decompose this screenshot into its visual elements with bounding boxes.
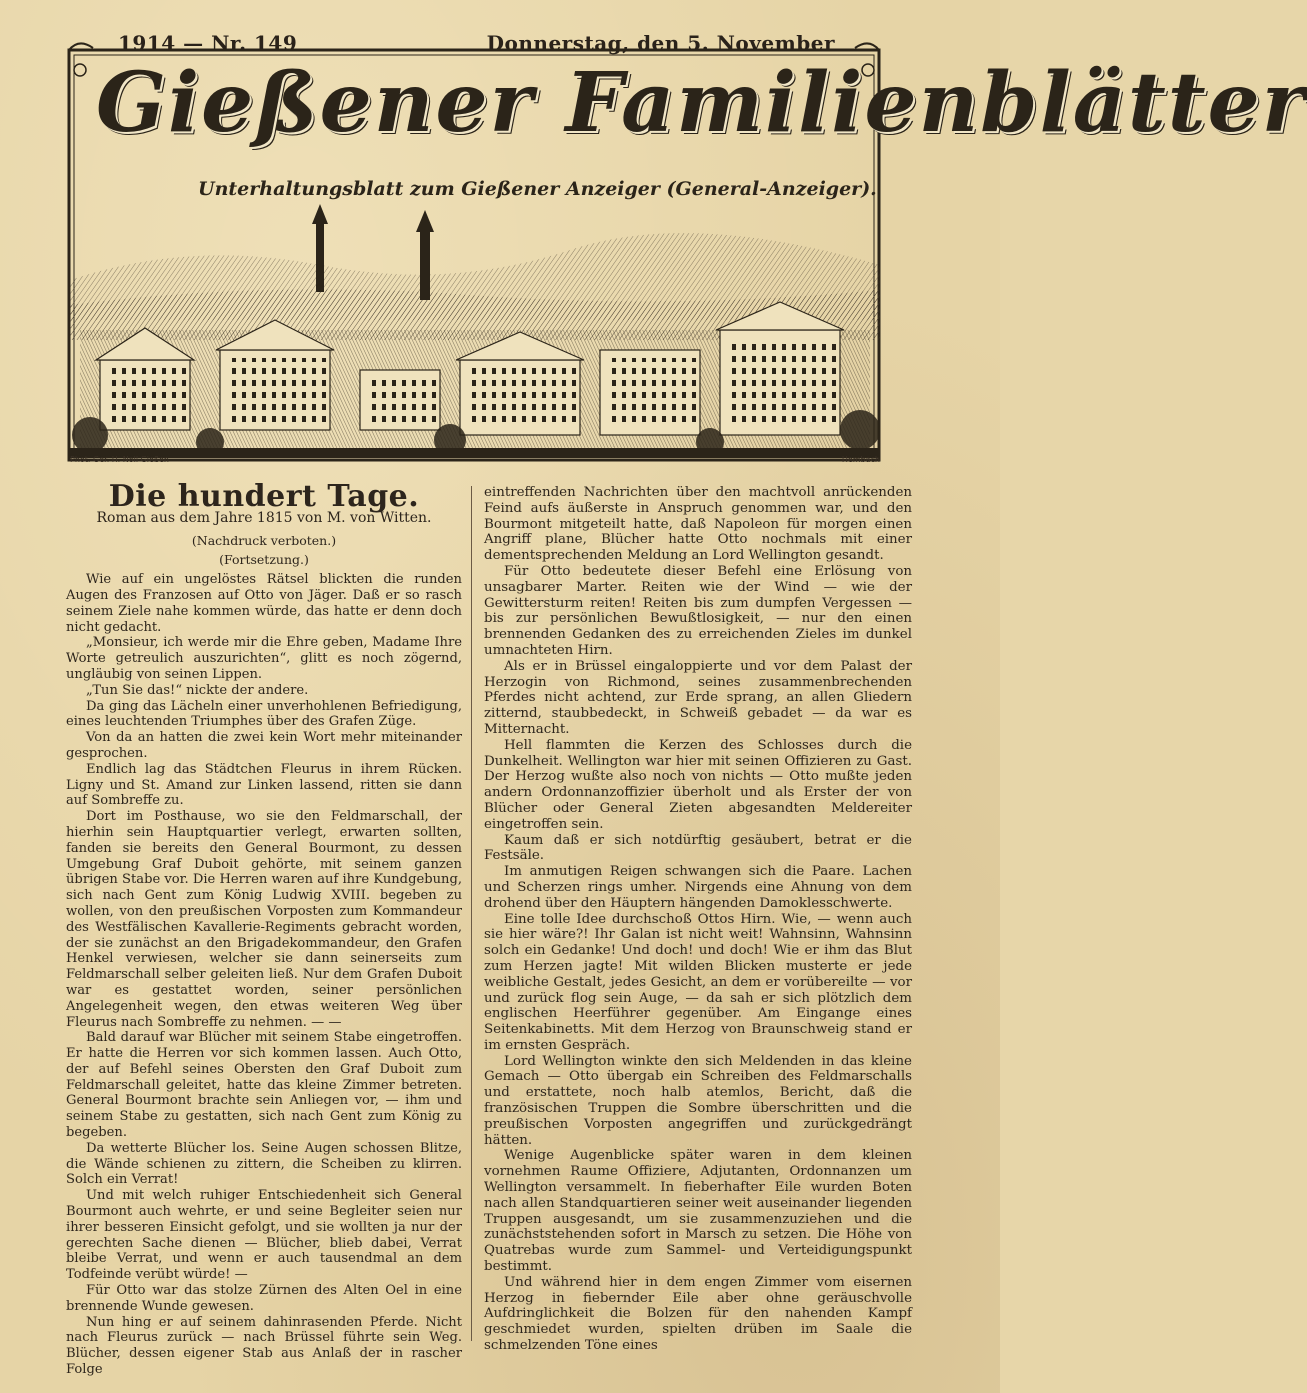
paragraph: Wenige Augenblicke später waren in dem kleinen vornehmen Raume Offiziere, Adjutanten, Ordonnanzen um Wellington versammelt. In fieberhafter Eile wurden Boten nach allen Standquartieren seiner weit auseinander liegenden Truppen ausgesandt, um sie zusammenzuziehen und die zunächststehenden sofort in Marsch zu setzen. Die Höhe von Quatrebas wurde zum Sammel- und Verteidigungspunkt bestimmt. [484, 1148, 912, 1275]
paragraph: Da wetterte Blücher los. Seine Augen schossen Blitze, die Wände schienen zu zittern, die Scheiben zu klirren. Solch ein Verrat! [66, 1140, 462, 1188]
article-column-left [66, 479, 462, 1378]
paragraph: „Monsieur, ich werde mir die Ehre geben, Madame Ihre Worte getreulich auszurichten“, glitt es noch zögernd, ungläubig von seinen Lippen. [66, 635, 462, 682]
photo-credit: Phot. Ger. H. Noll Gießen [70, 455, 169, 464]
paragraph: „Tun Sie das!“ nickte der andere. [86, 682, 309, 698]
paragraph: Dort im Posthause, wo sie den Feldmarschall, der hierhin sein Hauptquartier verlegt, erwarten sollten, fanden sie bereits den General Bourmont, zu dessen Umgebung Graf Duboit gehörte, mit seinem ganzen übrigen Stabe vor. Die Herren waren auf ihre Kundgebung, sich nach Gent zum König Ludwig XVIII. begeben zu wollen, von den preußischen Vorposten zum Kommandeur des Westfälischen Kavallerie-Regiments gebracht worden, der sie zunächst an den Brigadekommandeur, den Grafen Henkel verwiesen, welcher sie dann seinerseits zum Feldmarschall selber geleiten ließ. Nur dem Grafen Duboit war es gestattet worden, seiner persönlichen Angelegenheit wegen, den etwas weiteren Weg über Fleurus nach Sombreffe zu nehmen. — — [66, 809, 462, 1030]
paragraph: Wie auf ein ungelöstes Rätsel blickten die runden Augen des Franzosen auf Otto von Jäger. Daß er so rasch seinem Ziele nahe kommen würde, das hatte er denn doch nicht gedacht. [66, 572, 462, 635]
story-byline: Roman aus dem Jahre 1815 von M. von Witten. [96, 509, 432, 526]
article-column-right [484, 485, 912, 1354]
story-title: Die hundert Tage. [108, 479, 420, 514]
paragraph: Für Otto bedeutete dieser Befehl eine Erlösung von unsagbarer Marter. Reiten wie der Wind — wie der Gewittersturm reiten! Reiten bis zum dumpfen Vergessen — bis zur persönlichen Bewußtlosigkeit, — nur den einen brennenden Gedanken des zu erreichenden Zieles im dunkel umnachteten Hirn. [484, 563, 912, 658]
paragraph: Lord Wellington winkte den sich Meldenden in das kleine Gemach — Otto übergab ein Schreiben des Feldmarschalls und erstattete, noch halb atemlos, Bericht, daß die französischen Truppen die Sombre überschritten und die preußischen Vorposten angegriffen und zurückgedrängt hätten. [484, 1053, 912, 1148]
paragraph: Hell flammten die Kerzen des Schlosses durch die Dunkelheit. Wellington war hier mit seinen Offizieren zu Gast. Der Herzog wußte also noch von nichts — Otto mußte jeden andern Ordonnanzoffizier überholt und als Erster der von Blücher oder General Zieten abgesandten Meldereiter eingetroffen sein. [484, 737, 912, 832]
newspaper-subtitle: Unterhaltungsblatt zum Gießener Anzeiger (General-Anzeiger). [198, 178, 877, 200]
paragraph: Eine tolle Idee durchschoß Ottos Hirn. Wie, — wenn auch sie hier wäre?! Ihr Galan ist nicht weit! Wahnsinn, Wahnsinn solch ein Gedanke! Und doch! und doch! Wie er ihm das Blut zum Herzen jagte! Mit wilden Blicken musterte er jede weibliche Gestalt, jedes Gesicht, an dem er vorübereilte — vor und zurück flog sein Auge, — da sah er sich plötzlich dem englischen Heerführer gegenüber. Am Eingange eines Seitenkabinetts. Mit dem Herzog von Braunschweig stand er im ernsten Gespräch. [484, 911, 912, 1053]
paragraph: Nun hing er auf seinem dahinrasenden Pferde. Nicht nach Fleurus zurück — nach Brüssel führte sein Weg. Blücher, dessen eigener Stab aus Anlaß der in rascher Folge [66, 1314, 462, 1378]
paragraph: Von da an hatten die zwei kein Wort mehr miteinander gesprochen. [66, 730, 462, 761]
town-engraving [70, 210, 880, 458]
newspaper-title: Gießener Familienblätter [96, 55, 1307, 151]
paragraph: eintreffenden Nachrichten über den machtvoll anrückenden Feind aufs äußerste in Anspruch genommen war, und den Bourmont mitgeteilt hatte, daß Napoleon für morgen einen Angriff plane, Blücher hatte Otto nochmals mit einer dementsprechenden Meldung an Lord Wellington gesandt. [484, 485, 912, 564]
paragraph: Als er in Brüssel eingaloppierte und vor dem Palast der Herzogin von Richmond, seines zusammenbrechenden Pferdes nicht achtend, zur Erde sprang, an allen Gliedern zitternd, staubbedeckt, in Schweiß gebadet — da war es Mitternacht. [484, 658, 912, 737]
paragraph: Für Otto war das stolze Zürnen des Alten Oel in eine brennende Wunde gewesen. [66, 1283, 462, 1314]
paragraph: Endlich lag das Städtchen Fleurus in ihrem Rücken. Ligny und St. Amand zur Linken lassend, ritten sie dann auf Sombreffe zu. [66, 761, 462, 809]
engraver-signature: Hembach [841, 455, 880, 464]
reprint-note: (Nachdruck verboten.) [191, 532, 337, 548]
issue-number: 1914 — Nr. 149 [118, 31, 298, 55]
continuation-note: (Fortsetzung.) [219, 552, 309, 568]
paragraph: Bald darauf war Blücher mit seinem Stabe eingetroffen. Er hatte die Herren vor sich kommen lassen. Auch Otto, der auf Befehl seines Obersten den Graf Duboit zum Feldmarschall geleitet, hatte das kleine Zimmer betreten. General Bourmont brachte sein Anliegen vor, — ihm und seinem Stabe zu gestatten, sich nach Gent zum König zu begeben. [66, 1030, 462, 1141]
paragraph: Im anmutigen Reigen schwangen sich die Paare. Lachen und Scherzen rings umher. Nirgends eine Ahnung von dem drohend über den Häuptern hängenden Damoklesschwerte. [484, 864, 912, 911]
paragraph: Da ging das Lächeln einer unverhohlenen Befriedigung, eines leuchtenden Triumphes über des Grafen Züge. [66, 698, 462, 730]
paragraph: Kaum daß er sich notdürftig gesäubert, betrat er die Festsäle. [484, 832, 912, 864]
paragraph: Und mit welch ruhiger Entschiedenheit sich General Bourmont auch wehrte, er und seine Begleiter seien nur ihrer besseren Einsicht gefolgt, und sie wollten ja nur der gerechten Sache dienen — Blücher, blieb dabei, Verrat bleibe Verrat, und wenn er auch tausendmal an dem Todfeinde verübt würde! — [66, 1188, 462, 1283]
issue-date: Donnerstag, den 5. November [486, 31, 835, 55]
engraving-credit [70, 455, 880, 467]
paragraph: Und während hier in dem engen Zimmer vom eisernen Herzog in fiebernder Eile aber ohne geräuschvolle Aufdringlichkeit die Bolzen für den nahenden Kampf geschmiedet wurden, spielten drüben im Saale die schmelzenden Töne eines [484, 1274, 912, 1354]
column-divider [471, 486, 472, 1341]
